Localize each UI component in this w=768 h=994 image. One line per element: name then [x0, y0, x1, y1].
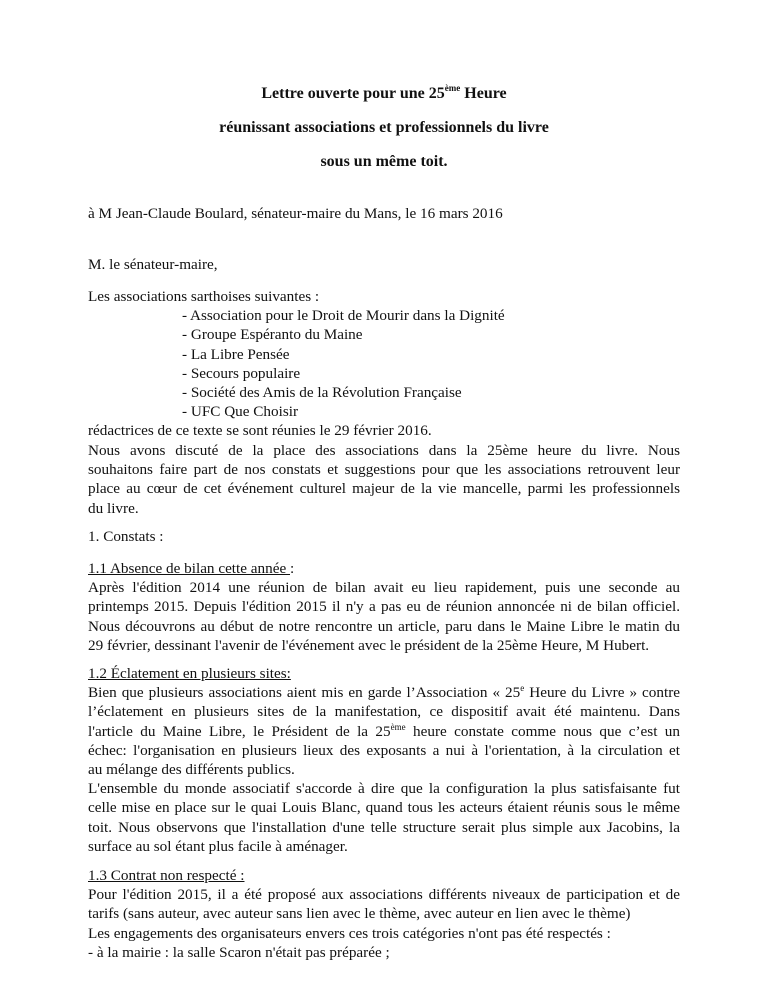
line-text-end: heure constate comme nous que c’est un: [405, 722, 680, 740]
superscript: e: [520, 683, 525, 694]
paragraph-line: l’éclatement en plusieurs sites de la manifestation, ce dispositif avait été maintenu. Dans: [88, 703, 680, 721]
paragraph-line: Nous avons discuté de la place des associations dans la 25ème heure du livre. Nous: [88, 442, 680, 459]
section-1-2: [88, 664, 680, 856]
section-1-3: [88, 866, 680, 962]
paragraph-line: tarifs (sans auteur, avec auteur sans lien avec le thème, avec auteur en lien avec le thème): [88, 905, 631, 923]
title-line-3: sous un même toit.: [320, 153, 448, 170]
paragraph-line: Nous découvrons au début de notre rencontre un article, paru dans le Maine Libre le matin du: [88, 617, 680, 635]
association-item: - UFC Que Choisir: [182, 403, 299, 421]
associations-intro: Les associations sarthoises suivantes :: [88, 288, 320, 305]
associations-outro: rédactrices de ce texte se sont réunies le 29 février 2016.: [88, 422, 432, 440]
paragraph-line: toit. Nous observons que l'installation d'une telle structure serait plus simple aux Jacobins, la: [88, 818, 680, 836]
line-text: Bien que plusieurs associations aient mis en garde l’Association « 25: [88, 684, 521, 702]
association-item: - Société des Amis de la Révolution Française: [182, 384, 462, 402]
association-item: - Secours populaire: [182, 364, 301, 382]
title-line-1: [0, 84, 768, 103]
paragraph-line: au mélange des différents publics.: [88, 761, 295, 779]
line-text-end: Heure du Livre » contre: [524, 684, 680, 702]
paragraph-line: [88, 722, 680, 741]
paragraph-line: échec: l'organisation en plusieurs lieux des exposants a nui à l'orientation, à la circulation et: [88, 741, 680, 759]
associations-list-block: [88, 287, 680, 441]
heading-colon: :: [290, 560, 295, 577]
paragraph-line: souhaitons faire part de nos constats et suggestions pour que les associations retrouvent leur: [88, 461, 680, 479]
paragraph-line: printemps 2015. Depuis l'édition 2015 il n'y a pas eu de réunion annoncée ni de bilan officiel.: [88, 598, 680, 616]
association-item: - Association pour le Droit de Mourir dans la Dignité: [182, 307, 505, 325]
line-text: l'article du Maine Libre, le Président de la 25: [88, 722, 391, 740]
heading-text: 1.1 Absence de bilan cette année: [88, 560, 290, 577]
section-1-2-heading: 1.2 Éclatement en plusieurs sites:: [88, 665, 291, 682]
paragraph-line: surface au sol étant plus facile à aménager.: [88, 837, 348, 855]
title-text-end: Heure: [460, 85, 507, 102]
superscript: ème: [390, 721, 406, 732]
paragraph-line: place au cœur de cet événement culturel majeur de la vie mancelle, parmi les professionnels: [88, 480, 680, 498]
association-item: - Groupe Espéranto du Maine: [182, 326, 363, 344]
section-1-heading: 1. Constats :: [88, 528, 164, 545]
paragraph-line: du livre.: [88, 499, 139, 517]
paragraph-line: Après l'édition 2014 une réunion de bilan avait eu lieu rapidement, puis une seconde au: [88, 579, 680, 597]
paragraph-line: [88, 683, 680, 702]
paragraph-line: Pour l'édition 2015, il a été proposé aux associations différents niveaux de participation et de: [88, 886, 680, 904]
section-1-3-heading: 1.3 Contrat non respecté :: [88, 867, 245, 884]
paragraph-line: Les engagements des organisateurs envers ces trois catégories n'ont pas été respectés :: [88, 924, 611, 942]
paragraph-line: L'ensemble du monde associatif s'accorde à dire que la configuration la plus satisfaisante fut: [88, 780, 680, 798]
paragraph-line: celle mise en place sur le quai Louis Blanc, quand tous les acteurs étaient réunis sous le même: [88, 799, 680, 817]
salutation: M. le sénateur-maire,: [88, 256, 218, 273]
title-text: Lettre ouverte pour une 25: [261, 85, 445, 102]
intro-paragraph: [88, 441, 680, 518]
section-1-1-heading: [88, 559, 680, 578]
title-line-2: réunissant associations et professionnels du livre: [219, 119, 549, 136]
title-superscript: ème: [444, 83, 461, 93]
addressee-line: à M Jean-Claude Boulard, sénateur-maire du Mans, le 16 mars 2016: [88, 205, 503, 222]
paragraph-line: 29 février, dessinant l'avenir de l'événement avec le président de la 25ème Heure, M Hubert.: [88, 636, 650, 654]
section-1-1: [88, 559, 680, 655]
paragraph-line: - à la mairie : la salle Scaron n'était pas préparée ;: [88, 943, 390, 961]
association-item: - La Libre Pensée: [182, 345, 290, 363]
